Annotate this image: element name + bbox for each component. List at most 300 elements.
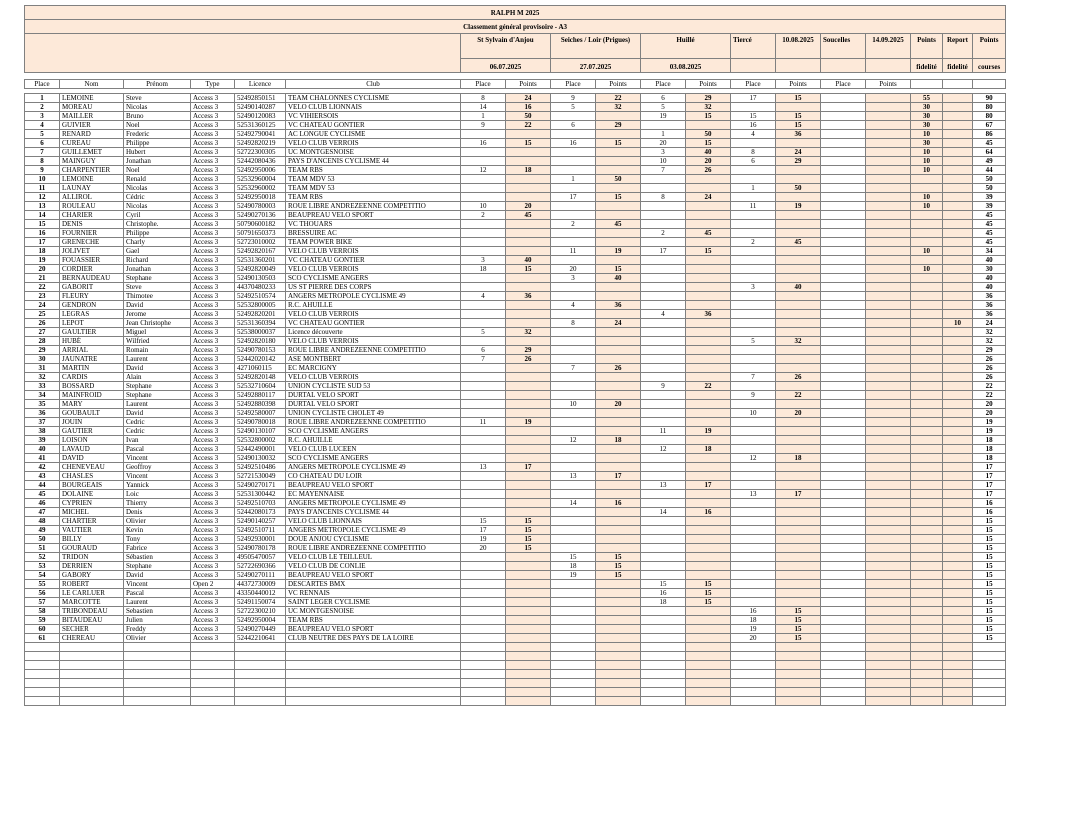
cell-race-2-place bbox=[551, 157, 596, 166]
cell-race-5-place bbox=[821, 247, 866, 256]
cell-race-5-points bbox=[866, 481, 911, 490]
cell-type: Access 3 bbox=[191, 463, 235, 472]
cell-nom: MAINFROID bbox=[60, 391, 124, 400]
cell-race-3-points: 45 bbox=[686, 229, 731, 238]
cell-place: 46 bbox=[25, 499, 60, 508]
cell-race-2-place bbox=[551, 517, 596, 526]
table-row bbox=[25, 337, 1006, 346]
cell-place: 28 bbox=[25, 337, 60, 346]
cell-race-3-place bbox=[641, 391, 686, 400]
cell-race-5-place bbox=[821, 607, 866, 616]
cell-prenom: Gael bbox=[124, 247, 191, 256]
cell-club: SCO CYCLISME ANGERS bbox=[286, 274, 461, 283]
cell-race-2-place bbox=[551, 346, 596, 355]
cell-race-1-place: 16 bbox=[461, 139, 506, 148]
cell-place: 55 bbox=[25, 580, 60, 589]
cell-nom: ROULEAU bbox=[60, 202, 124, 211]
cell-race-4-points bbox=[776, 220, 821, 229]
cell-race-3-place bbox=[641, 472, 686, 481]
cell-race-4-points bbox=[776, 481, 821, 490]
cell-race-2-points bbox=[596, 409, 641, 418]
cell-race-4-points bbox=[776, 211, 821, 220]
cell-prenom: Pascal bbox=[124, 445, 191, 454]
cell-club: VC RENNAIS bbox=[286, 589, 461, 598]
cell-type: Access 3 bbox=[191, 265, 235, 274]
cell-race-4-points bbox=[776, 139, 821, 148]
cell-race-1-points: 36 bbox=[506, 292, 551, 301]
cell-report-fidelite bbox=[943, 112, 973, 121]
cell-race-3-place bbox=[641, 274, 686, 283]
cell-points-courses: 86 bbox=[973, 130, 1006, 139]
cell-report-fidelite bbox=[943, 157, 973, 166]
cell-report-fidelite bbox=[943, 121, 973, 130]
cell-race-1-points bbox=[506, 409, 551, 418]
cell-race-4-points bbox=[776, 472, 821, 481]
cell-nom: GRENECHE bbox=[60, 238, 124, 247]
cell-type: Access 3 bbox=[191, 121, 235, 130]
cell-race-2-points: 15 bbox=[596, 553, 641, 562]
cell-race-5-place bbox=[821, 517, 866, 526]
cell-place: 27 bbox=[25, 328, 60, 337]
cell-nom: GENDRON bbox=[60, 301, 124, 310]
table-row bbox=[25, 616, 1006, 625]
cell-race-1-place bbox=[461, 364, 506, 373]
table-row bbox=[25, 301, 1006, 310]
cell-race-1-points: 26 bbox=[506, 355, 551, 364]
cell-race-3-points bbox=[686, 301, 731, 310]
cell-race-3-place: 10 bbox=[641, 157, 686, 166]
cell-place: 10 bbox=[25, 175, 60, 184]
cell-race-3-points bbox=[686, 526, 731, 535]
cell-report-fidelite bbox=[943, 562, 973, 571]
table-row bbox=[25, 463, 1006, 472]
cell-race-1-points bbox=[506, 490, 551, 499]
cell-prenom: Hubert bbox=[124, 148, 191, 157]
cell-race-4-place: 7 bbox=[731, 373, 776, 382]
cell-race-3-points bbox=[686, 175, 731, 184]
cell-race-3-points bbox=[686, 283, 731, 292]
cell-report-fidelite bbox=[943, 130, 973, 139]
cell-race-1-points bbox=[506, 364, 551, 373]
cell-race-2-place bbox=[551, 328, 596, 337]
cell-type: Access 3 bbox=[191, 157, 235, 166]
cell-prenom: Sébastien bbox=[124, 553, 191, 562]
cell-race-3-points bbox=[686, 535, 731, 544]
cell-race-5-place bbox=[821, 328, 866, 337]
cell-race-3-points: 15 bbox=[686, 580, 731, 589]
cell-prenom: Noel bbox=[124, 121, 191, 130]
cell-place: 13 bbox=[25, 202, 60, 211]
cell-race-1-place bbox=[461, 508, 506, 517]
cell-club: DURTAL VELO SPORT bbox=[286, 400, 461, 409]
cell-race-2-points bbox=[596, 238, 641, 247]
cell-points-courses: 26 bbox=[973, 373, 1006, 382]
cell-race-2-points bbox=[596, 184, 641, 193]
cell-report-fidelite bbox=[943, 382, 973, 391]
cell-race-2-points bbox=[596, 454, 641, 463]
cell-race-5-points bbox=[866, 265, 911, 274]
cell-race-5-place bbox=[821, 355, 866, 364]
cell-race-2-place bbox=[551, 535, 596, 544]
cell-points-fidelite bbox=[911, 436, 943, 445]
cell-place: 15 bbox=[25, 220, 60, 229]
cell-licence: 52490140257 bbox=[235, 517, 286, 526]
cell-race-5-place bbox=[821, 283, 866, 292]
cell-race-2-points: 16 bbox=[596, 499, 641, 508]
cell-points-fidelite bbox=[911, 319, 943, 328]
cell-race-3-points bbox=[686, 517, 731, 526]
cell-race-5-place bbox=[821, 373, 866, 382]
cell-race-3-place bbox=[641, 346, 686, 355]
cell-race-5-place bbox=[821, 292, 866, 301]
cell-nom: LEMOINE bbox=[60, 175, 124, 184]
cell-race-4-points bbox=[776, 355, 821, 364]
cell-report-fidelite bbox=[943, 481, 973, 490]
table-row bbox=[25, 166, 1006, 175]
cell-report-fidelite bbox=[943, 508, 973, 517]
cell-points-courses: 64 bbox=[973, 148, 1006, 157]
cell-race-3-points bbox=[686, 211, 731, 220]
cell-race-5-place bbox=[821, 238, 866, 247]
cell-nom: GABORY bbox=[60, 571, 124, 580]
cell-nom: GUIVIER bbox=[60, 121, 124, 130]
cell-type: Access 3 bbox=[191, 589, 235, 598]
cell-race-4-place: 5 bbox=[731, 337, 776, 346]
cell-place: 60 bbox=[25, 625, 60, 634]
empty-row bbox=[25, 679, 1006, 688]
cell-prenom: Julien bbox=[124, 616, 191, 625]
cell-race-5-place bbox=[821, 616, 866, 625]
cell-licence: 52531300442 bbox=[235, 490, 286, 499]
cell-place: 14 bbox=[25, 211, 60, 220]
cell-type: Access 3 bbox=[191, 436, 235, 445]
cell-place: 35 bbox=[25, 400, 60, 409]
cell-race-2-points bbox=[596, 508, 641, 517]
cell-race-1-place bbox=[461, 400, 506, 409]
cell-race-5-place bbox=[821, 490, 866, 499]
cell-points-courses: 34 bbox=[973, 247, 1006, 256]
cell-race-5-points bbox=[866, 427, 911, 436]
cell-licence: 50790600182 bbox=[235, 220, 286, 229]
cell-race-2-points bbox=[596, 328, 641, 337]
col-race-3-points: Points bbox=[686, 80, 731, 89]
cell-race-5-place bbox=[821, 94, 866, 103]
cell-race-2-place bbox=[551, 373, 596, 382]
cell-club: UNION CYCLISTE CHOLET 49 bbox=[286, 409, 461, 418]
table-row bbox=[25, 535, 1006, 544]
cell-race-3-points: 15 bbox=[686, 247, 731, 256]
table-row bbox=[25, 598, 1006, 607]
cell-club: PAYS D'ANCENIS CYCLISME 44 bbox=[286, 508, 461, 517]
cell-report-fidelite bbox=[943, 274, 973, 283]
cell-race-5-place bbox=[821, 526, 866, 535]
cell-club: VC VIHIERSOIS bbox=[286, 112, 461, 121]
cell-report-fidelite bbox=[943, 544, 973, 553]
cell-race-4-place bbox=[731, 544, 776, 553]
cell-race-2-points bbox=[596, 535, 641, 544]
cell-race-5-place bbox=[821, 184, 866, 193]
cell-race-5-place bbox=[821, 229, 866, 238]
cell-club: VELO CLUB VERROIS bbox=[286, 265, 461, 274]
race-2-name: Seiches / Loir (Prigues) bbox=[551, 34, 641, 59]
cell-place: 25 bbox=[25, 310, 60, 319]
cell-licence: 52492510486 bbox=[235, 463, 286, 472]
cell-type: Access 3 bbox=[191, 562, 235, 571]
cell-club: VELO CLUB LIONNAIS bbox=[286, 103, 461, 112]
col-race-2-place: Place bbox=[551, 80, 596, 89]
cell-nom: MOREAU bbox=[60, 103, 124, 112]
cell-points-courses: 15 bbox=[973, 526, 1006, 535]
cell-race-3-place: 17 bbox=[641, 247, 686, 256]
cell-report-fidelite bbox=[943, 247, 973, 256]
cell-race-2-place bbox=[551, 184, 596, 193]
cell-licence: 52492510711 bbox=[235, 526, 286, 535]
cell-race-1-place: 1 bbox=[461, 112, 506, 121]
cell-race-2-points: 26 bbox=[596, 364, 641, 373]
cell-points-courses: 19 bbox=[973, 418, 1006, 427]
cell-race-5-points bbox=[866, 589, 911, 598]
cell-licence: 52442080436 bbox=[235, 157, 286, 166]
cell-race-1-place: 14 bbox=[461, 103, 506, 112]
cell-race-1-place bbox=[461, 454, 506, 463]
cell-type: Access 3 bbox=[191, 184, 235, 193]
cell-licence: 52490780153 bbox=[235, 346, 286, 355]
cell-race-4-points bbox=[776, 310, 821, 319]
empty-row bbox=[25, 670, 1006, 679]
cell-report-fidelite bbox=[943, 427, 973, 436]
table-row bbox=[25, 130, 1006, 139]
cell-race-3-points bbox=[686, 436, 731, 445]
cell-points-fidelite: 10 bbox=[911, 193, 943, 202]
cell-race-4-place: 8 bbox=[731, 148, 776, 157]
cell-race-4-points bbox=[776, 598, 821, 607]
cell-prenom: Laurent bbox=[124, 400, 191, 409]
cell-licence: 50791650373 bbox=[235, 229, 286, 238]
cell-licence: 52491150074 bbox=[235, 598, 286, 607]
cell-club: R.C. AHUILLE bbox=[286, 301, 461, 310]
cell-points-courses: 80 bbox=[973, 112, 1006, 121]
cell-prenom: Jean Christophe bbox=[124, 319, 191, 328]
cell-race-1-place: 12 bbox=[461, 166, 506, 175]
cell-nom: DENIS bbox=[60, 220, 124, 229]
cell-race-2-points: 15 bbox=[596, 265, 641, 274]
cell-race-4-points bbox=[776, 103, 821, 112]
cell-race-5-place bbox=[821, 166, 866, 175]
cell-nom: MARY bbox=[60, 400, 124, 409]
cell-type: Access 3 bbox=[191, 607, 235, 616]
cell-place: 45 bbox=[25, 490, 60, 499]
cell-place: 16 bbox=[25, 229, 60, 238]
cell-race-5-points bbox=[866, 490, 911, 499]
cell-race-1-points: 15 bbox=[506, 517, 551, 526]
cell-points-courses: 26 bbox=[973, 355, 1006, 364]
cell-place: 36 bbox=[25, 409, 60, 418]
cell-race-3-place bbox=[641, 634, 686, 643]
cell-licence: 52492580007 bbox=[235, 409, 286, 418]
cell-points-fidelite bbox=[911, 400, 943, 409]
cell-race-1-place bbox=[461, 274, 506, 283]
table-row bbox=[25, 319, 1006, 328]
cell-race-2-points: 40 bbox=[596, 274, 641, 283]
cell-points-fidelite bbox=[911, 589, 943, 598]
cell-race-1-points bbox=[506, 580, 551, 589]
cell-race-3-place bbox=[641, 544, 686, 553]
race-3-name: Huillé bbox=[641, 34, 731, 59]
cell-race-4-place bbox=[731, 481, 776, 490]
cell-race-2-place bbox=[551, 391, 596, 400]
cell-race-1-place: 17 bbox=[461, 526, 506, 535]
cell-report-fidelite bbox=[943, 193, 973, 202]
cell-licence: 52490130032 bbox=[235, 454, 286, 463]
cell-nom: MAILLER bbox=[60, 112, 124, 121]
table-row bbox=[25, 247, 1006, 256]
race-3-date: 03.08.2025 bbox=[641, 59, 731, 73]
cell-points-courses: 15 bbox=[973, 607, 1006, 616]
cell-race-4-points bbox=[776, 508, 821, 517]
cell-race-1-points bbox=[506, 607, 551, 616]
cell-race-2-place: 10 bbox=[551, 400, 596, 409]
cell-place: 32 bbox=[25, 373, 60, 382]
cell-licence: 52532800002 bbox=[235, 436, 286, 445]
cell-race-3-points bbox=[686, 544, 731, 553]
cell-race-1-place bbox=[461, 499, 506, 508]
cell-club: DURTAL VELO SPORT bbox=[286, 391, 461, 400]
cell-race-2-place bbox=[551, 463, 596, 472]
cell-points-fidelite bbox=[911, 445, 943, 454]
cell-race-3-points bbox=[686, 346, 731, 355]
cell-race-1-place bbox=[461, 598, 506, 607]
cell-race-4-place bbox=[731, 589, 776, 598]
cell-club: ASE MONTBERT bbox=[286, 355, 461, 364]
cell-race-2-place bbox=[551, 229, 596, 238]
cell-nom: SECHER bbox=[60, 625, 124, 634]
cell-race-4-points: 18 bbox=[776, 454, 821, 463]
cell-points-fidelite: 10 bbox=[911, 166, 943, 175]
cell-race-4-place bbox=[731, 310, 776, 319]
cell-race-4-place: 13 bbox=[731, 490, 776, 499]
cell-race-4-place bbox=[731, 445, 776, 454]
col-race-5-place: Place bbox=[821, 80, 866, 89]
cell-race-5-points bbox=[866, 355, 911, 364]
cell-nom: JOUIN bbox=[60, 418, 124, 427]
cell-race-2-points bbox=[596, 337, 641, 346]
table-row bbox=[25, 364, 1006, 373]
cell-type: Access 3 bbox=[191, 256, 235, 265]
cell-race-2-points bbox=[596, 292, 641, 301]
cell-race-1-points: 45 bbox=[506, 211, 551, 220]
cell-place: 8 bbox=[25, 157, 60, 166]
cell-race-4-points: 15 bbox=[776, 616, 821, 625]
cell-race-1-place: 13 bbox=[461, 463, 506, 472]
table-row bbox=[25, 391, 1006, 400]
cell-race-4-place bbox=[731, 472, 776, 481]
cell-race-3-points bbox=[686, 373, 731, 382]
cell-type: Access 3 bbox=[191, 166, 235, 175]
cell-points-fidelite bbox=[911, 625, 943, 634]
cell-type: Access 3 bbox=[191, 382, 235, 391]
cell-race-2-place bbox=[551, 211, 596, 220]
cell-race-4-points bbox=[776, 544, 821, 553]
cell-nom: CHARTIER bbox=[60, 517, 124, 526]
cell-place: 47 bbox=[25, 508, 60, 517]
cell-nom: CHEREAU bbox=[60, 634, 124, 643]
cell-points-fidelite: 10 bbox=[911, 265, 943, 274]
cell-race-4-points: 45 bbox=[776, 238, 821, 247]
cell-place: 29 bbox=[25, 346, 60, 355]
cell-type: Access 3 bbox=[191, 535, 235, 544]
cell-race-2-place: 5 bbox=[551, 103, 596, 112]
empty-row bbox=[25, 643, 1006, 652]
cell-race-3-place bbox=[641, 535, 686, 544]
cell-type: Access 3 bbox=[191, 400, 235, 409]
cell-race-1-points bbox=[506, 436, 551, 445]
cell-race-3-place bbox=[641, 202, 686, 211]
cell-points-courses: 15 bbox=[973, 589, 1006, 598]
cell-points-courses: 50 bbox=[973, 175, 1006, 184]
table-row bbox=[25, 571, 1006, 580]
table-row bbox=[25, 229, 1006, 238]
cell-race-3-points bbox=[686, 337, 731, 346]
cell-report-fidelite bbox=[943, 355, 973, 364]
cell-race-1-points: 50 bbox=[506, 112, 551, 121]
cell-club: VC CHATEAU GONTIER bbox=[286, 319, 461, 328]
cell-race-1-points: 19 bbox=[506, 418, 551, 427]
cell-licence: 52490270111 bbox=[235, 571, 286, 580]
cell-points-fidelite bbox=[911, 490, 943, 499]
cell-points-courses: 44 bbox=[973, 166, 1006, 175]
cell-prenom: Philippe bbox=[124, 229, 191, 238]
col-race-1-place: Place bbox=[461, 80, 506, 89]
cell-race-2-points bbox=[596, 148, 641, 157]
cell-nom: TRIBONDEAU bbox=[60, 607, 124, 616]
cell-club: DOUE ANJOU CYCLISME bbox=[286, 535, 461, 544]
cell-race-4-place bbox=[731, 193, 776, 202]
cell-race-5-points bbox=[866, 283, 911, 292]
cell-race-4-points bbox=[776, 445, 821, 454]
cell-club: VELO CLUB VERROIS bbox=[286, 373, 461, 382]
cell-prenom: Kevin bbox=[124, 526, 191, 535]
cell-race-3-points bbox=[686, 409, 731, 418]
cell-race-3-place: 12 bbox=[641, 445, 686, 454]
cell-race-4-place: 6 bbox=[731, 157, 776, 166]
cell-place: 43 bbox=[25, 472, 60, 481]
cell-race-3-points bbox=[686, 463, 731, 472]
cell-race-2-points bbox=[596, 463, 641, 472]
cell-race-5-points bbox=[866, 256, 911, 265]
cell-race-3-points bbox=[686, 499, 731, 508]
classification-sheet bbox=[24, 5, 1000, 706]
cell-race-5-points bbox=[866, 157, 911, 166]
cell-race-2-points: 17 bbox=[596, 472, 641, 481]
cell-race-4-points: 15 bbox=[776, 94, 821, 103]
cell-race-1-place: 8 bbox=[461, 94, 506, 103]
cell-prenom: Nicolas bbox=[124, 184, 191, 193]
cell-report-fidelite bbox=[943, 598, 973, 607]
cell-report-fidelite bbox=[943, 616, 973, 625]
cell-nom: GOUBAULT bbox=[60, 409, 124, 418]
cell-licence: 52492880398 bbox=[235, 400, 286, 409]
cell-report-fidelite bbox=[943, 256, 973, 265]
cell-points-fidelite bbox=[911, 256, 943, 265]
cell-race-4-place: 15 bbox=[731, 112, 776, 121]
cell-type: Access 3 bbox=[191, 508, 235, 517]
cell-race-4-place: 1 bbox=[731, 184, 776, 193]
cell-nom: JAUNATRE bbox=[60, 355, 124, 364]
cell-race-5-points bbox=[866, 463, 911, 472]
cell-type: Access 3 bbox=[191, 148, 235, 157]
cell-race-2-place: 12 bbox=[551, 436, 596, 445]
cell-race-3-place: 4 bbox=[641, 310, 686, 319]
